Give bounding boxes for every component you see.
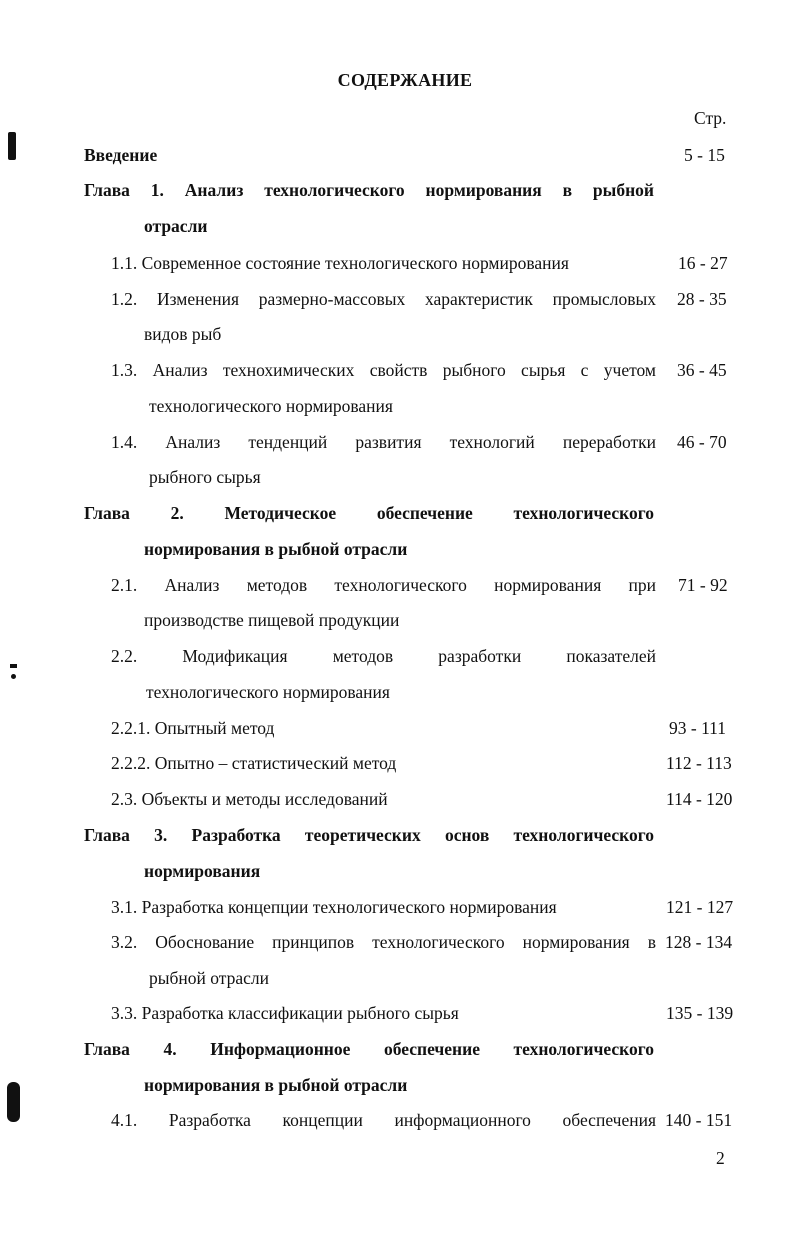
toc-page-3-2: 128 - 134 [665,932,733,952]
scan-mark-middle-a [10,664,17,668]
toc-section-3-1: 3.1. Разработка концепции технологического нормирования [111,897,557,917]
toc-section-4-1: 4.1. Разработка концепции информационного обеспечения [111,1110,656,1130]
page-title: СОДЕРЖАНИЕ [337,70,473,90]
toc-section-2-3: 2.3. Объекты и методы исследований [111,789,388,809]
toc-section-1-3: 1.3. Анализ технохимических свойств рыбного сырья с учетом [111,360,656,380]
toc-page-1-2: 28 - 35 [677,289,727,309]
scan-mark-top [8,132,16,160]
toc-section-2-2-cont: технологического нормирования [146,682,390,702]
scan-mark-bottom [7,1082,20,1122]
toc-section-2-2: 2.2. Модификация методов разработки показателей [111,646,656,666]
toc-section-3-2: 3.2. Обоснование принципов технологического нормирования в [111,932,656,952]
toc-chapter-2-cont: нормирования в рыбной отрасли [144,539,408,559]
toc-page-1-1: 16 - 27 [678,253,728,273]
toc-page-4-1: 140 - 151 [665,1110,733,1130]
toc-section-3-3: 3.3. Разработка классификации рыбного сырья [111,1003,459,1023]
toc-section-2-2-1: 2.2.1. Опытный метод [111,718,275,738]
toc-page-intro: 5 - 15 [684,145,725,165]
toc-entry-intro: Введение [84,145,158,165]
toc-section-1-1: 1.1. Современное состояние технологического нормирования [111,253,569,273]
toc-page-3-3: 135 - 139 [666,1003,734,1023]
toc-chapter-1-cont: отрасли [144,216,208,236]
toc-chapter-4-cont: нормирования в рыбной отрасли [144,1075,408,1095]
toc-page-2-3: 114 - 120 [666,789,733,809]
toc-section-2-1: 2.1. Анализ методов технологического нормирования при [111,575,656,595]
page-number: 2 [716,1148,725,1168]
toc-page-2-2-2: 112 - 113 [666,753,732,773]
toc-page-1-3: 36 - 45 [677,360,727,380]
toc-section-1-2-cont: видов рыб [144,324,222,344]
toc-section-2-1-cont: производстве пищевой продукции [144,610,400,630]
toc-section-1-3-cont: технологического нормирования [149,396,393,416]
toc-section-3-2-cont: рыбной отрасли [149,968,270,988]
page-column-label: Стр. [694,108,727,128]
toc-section-1-4-cont: рыбного сырья [149,467,261,487]
toc-page-1-4: 46 - 70 [677,432,727,452]
toc-chapter-3-cont: нормирования [144,861,261,881]
toc-chapter-1: Глава 1. Анализ технологического нормирования в рыбной [84,180,654,200]
scan-mark-middle-b [11,674,16,679]
toc-section-1-2: 1.2. Изменения размерно-массовых характеристик промысловых [111,289,656,309]
toc-page-2-2-1: 93 - 111 [669,718,727,738]
toc-chapter-3: Глава 3. Разработка теоретических основ технологического [84,825,654,845]
toc-chapter-2: Глава 2. Методическое обеспечение технологического [84,503,654,523]
toc-section-1-4: 1.4. Анализ тенденций развития технологий переработки [111,432,656,452]
toc-page-2-1: 71 - 92 [678,575,728,595]
toc-page-3-1: 121 - 127 [666,897,734,917]
toc-section-2-2-2: 2.2.2. Опытно – статистический метод [111,753,397,773]
toc-chapter-4: Глава 4. Информационное обеспечение технологического [84,1039,654,1059]
